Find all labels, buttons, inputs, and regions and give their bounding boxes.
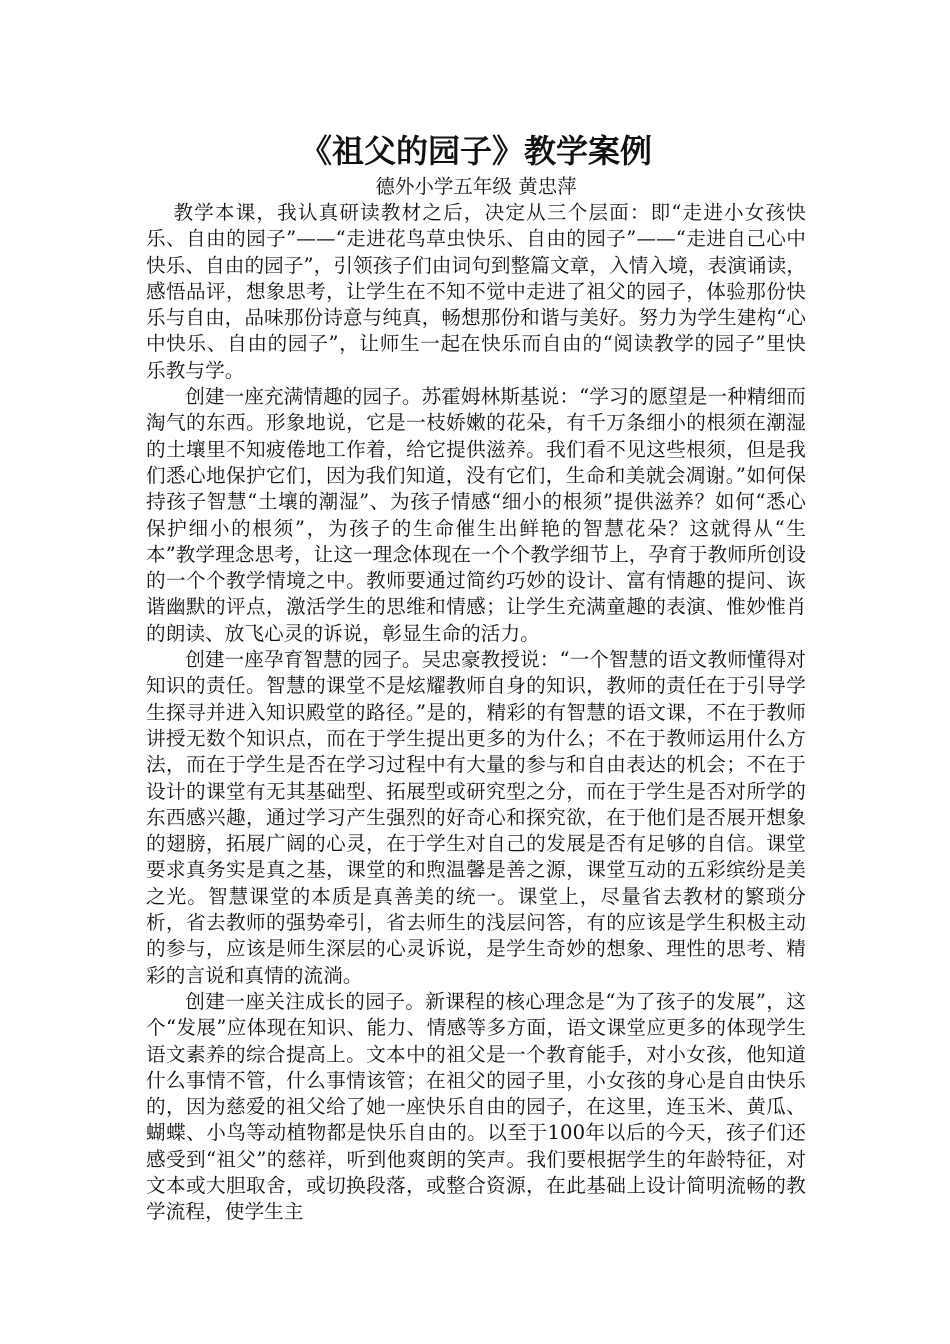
document-title: 《祖父的园子》教学案例 bbox=[299, 132, 652, 170]
document-subtitle: 德外小学五年级 黄忠萍 bbox=[375, 175, 577, 198]
paragraph-growth-garden: 创建一座关注成长的园子。新课程的核心理念是“为了孩子的发展”，这个“发展”应体现在知识、能力、情感等多方面，语文课堂应更多的体现学生语文素养的综合提高上。文本中的祖父是一个教育能手，对小女孩，他知道什么事情不管，什么事情该管；在祖父的园子里，小女孩的身心是自由快乐的，因为慈爱的祖父给了她一座快乐自由的园子，在这里，连玉米、黄瓜、蝴蝶、小鸟等动植物都是快乐自由的。以至于100年以后的今天，孩子们还感受到“祖父”的慈祥，听到他爽朗的笑声。我们要根据学生的年龄特征，对文本或大胆取舍，或切换段落，或整合资源，在此基础上设计简明流畅的教学流程，使学生主 bbox=[146, 989, 806, 1224]
document-page bbox=[146, 128, 806, 1226]
paragraph-interest-garden: 创建一座充满情趣的园子。苏霍姆林斯基说：“学习的愿望是一种精细而淘气的东西。形象地说，它是一枝娇嫩的花朵，有千万条细小的根须在潮湿的土壤里不知疲倦地工作着，给它提供滋养。我们看不见这些根须，但是我们悉心地保护它们，因为我们知道，没有它们，生命和美就会凋谢。”如何保持孩子智慧“土壤的潮湿”、为孩子情感“细小的根须”提供滋养？如何“悉心保护细小的根须”，为孩子的生命催生出鲜艳的智慧花朵？这就得从“生本”教学理念思考，让这一理念体现在一个个教学细节上，孕育于教师所创设的一个个教学情境之中。教师要通过简约巧妙的设计、富有情趣的提问、诙谐幽默的评点，激活学生的思维和情感；让学生充满童趣的表演、惟妙惟肖的朗读、放飞心灵的诉说，彰显生命的活力。 bbox=[146, 385, 807, 645]
paragraph-intro: 教学本课，我认真研读教材之后，决定从三个层面：即“走进小女孩快乐、自由的园子”——“走进花鸟草虫快乐、自由的园子”——“走进自己心中快乐、自由的园子”，引领孩子们由词句到整篇文章，入情入境，表演诵读，感悟品评，想象思考，让学生在不知不觉中走进了祖父的园子，体验那份快乐与自由，品味那份诗意与纯真，畅想那份和谐与美好。努力为学生建构“心中快乐、自由的园子”，让师生一起在快乐而自由的“阅读教学的园子”里快乐教与学。 bbox=[146, 201, 807, 382]
paragraph-wisdom-garden: 创建一座孕育智慧的园子。吴忠豪教授说：“一个智慧的语文教师懂得对知识的责任。智慧的课堂不是炫耀教师自身的知识，教师的责任在于引导学生探寻并进入知识殿堂的路径。”是的，精彩的有智慧的语文课，不在于教师讲授无数个知识点，而在于学生提出更多的为什么；不在于教师运用什么方法，而在于学生是否在学习过程中有大量的参与和自由表达的机会；不在于设计的课堂有无其基础型、拓展型或研究型之分，而在于学生是否对所学的东西感兴趣，通过学习产生强烈的好奇心和探究欲，在于他们是否展开想象的翅膀，拓展广阔的心灵，在于学生对自己的发展是否有足够的自信。课堂要求真务实是真之基，课堂的和煦温馨是善之源，课堂互动的五彩缤纷是美之光。智慧课堂的本质是真善美的统一。课堂上，尽量省去教材的繁琐分析，省去教师的强势牵引，省去师生的浅层问答，有的应该是学生积极主动的参与，应该是师生深层的心灵诉说，是学生奇妙的想象、理性的思考、精彩的言说和真情的流淌。 bbox=[146, 648, 806, 987]
